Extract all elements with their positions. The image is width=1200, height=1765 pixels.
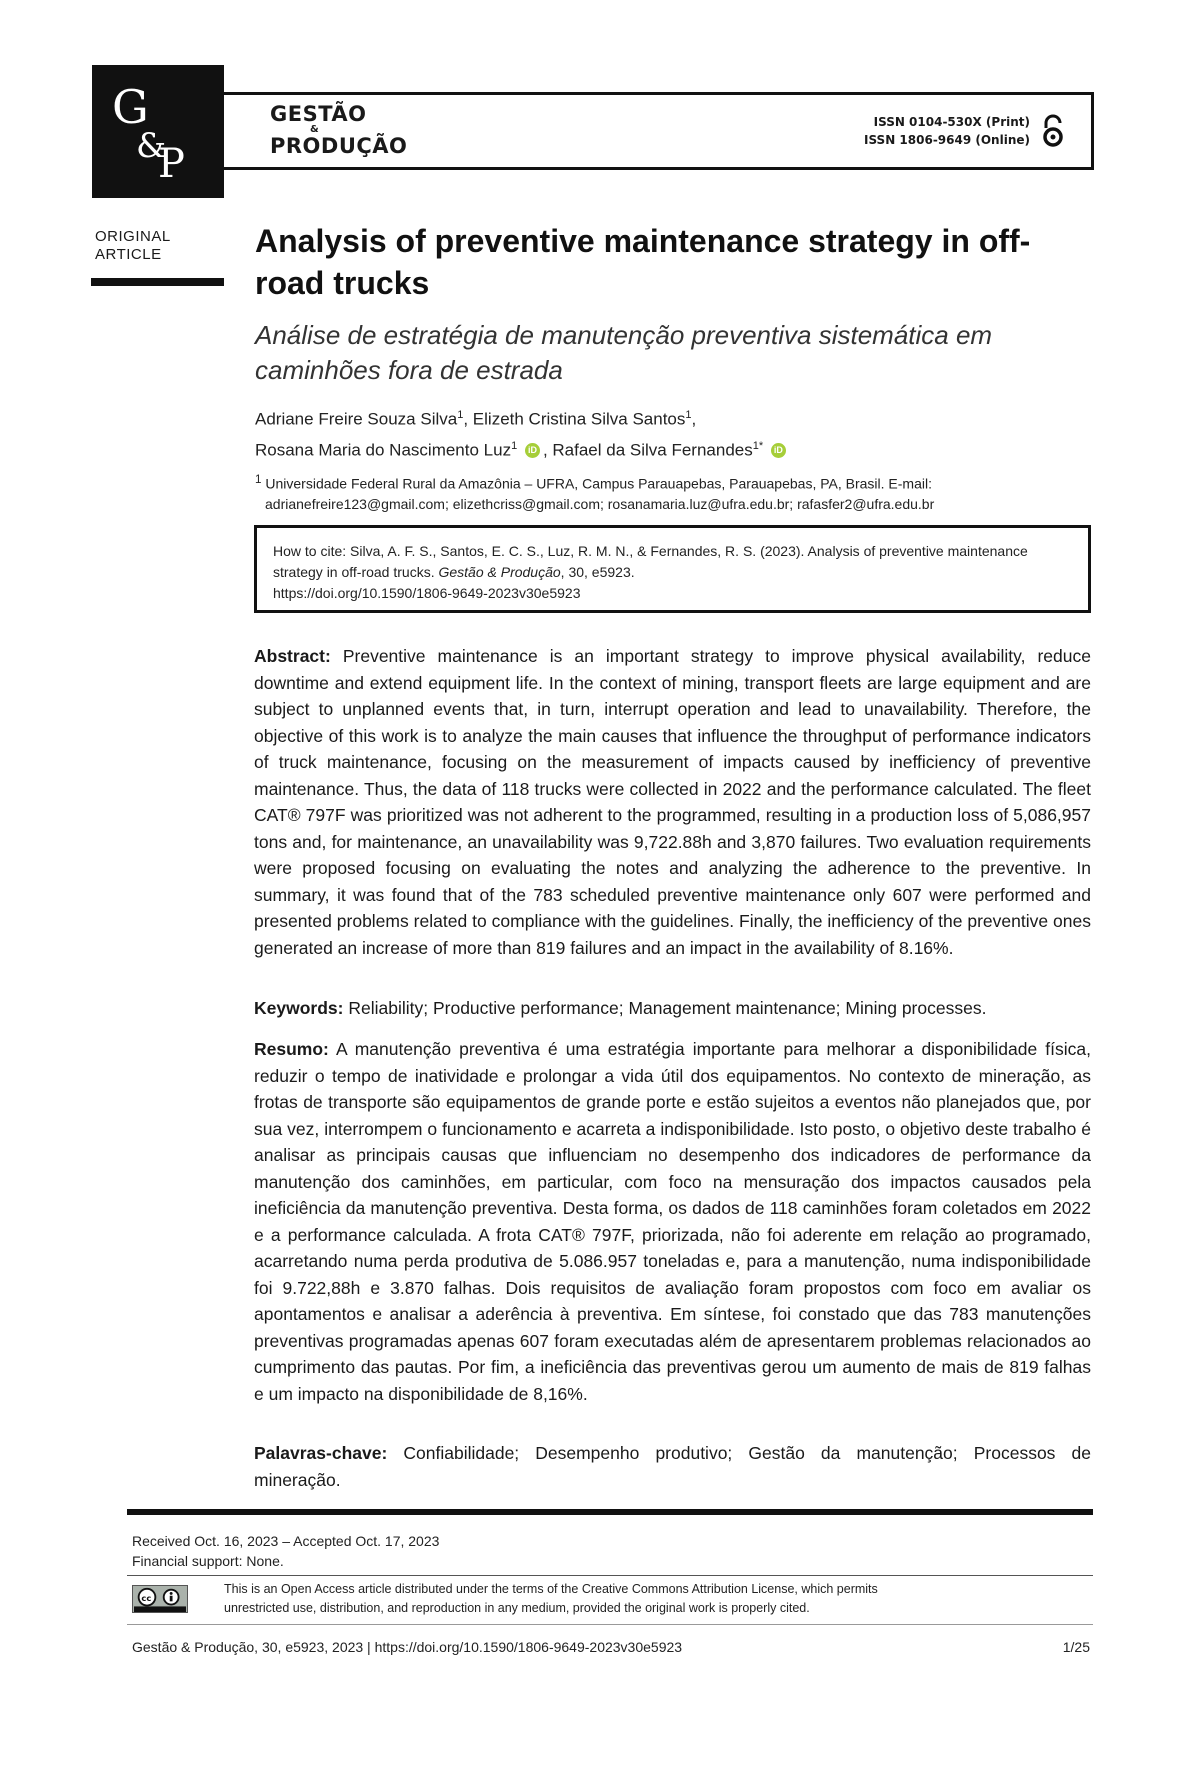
author-line-2: Rosana Maria do Nascimento Luz$^1$ iD , Rafael da Silva Fernandes$^{1*}$ iD bbox=[255, 433, 1075, 464]
citation-doi-link[interactable]: https://doi.org/10.1590/1806-9649-2023v30e5923 bbox=[273, 585, 581, 601]
resumo bbox=[254, 1036, 1091, 1407]
logo-icon bbox=[92, 65, 224, 198]
page-number: 1/25 bbox=[1062, 1639, 1090, 1655]
keywords-text: Reliability; Productive performance; Management maintenance; Mining processes. bbox=[348, 998, 987, 1018]
article-type-bar bbox=[91, 278, 224, 286]
citation-suffix: , 30, e5923. bbox=[560, 564, 635, 580]
how-to-cite-box bbox=[254, 525, 1091, 613]
logo-g: G bbox=[112, 80, 149, 134]
affiliation bbox=[255, 470, 1075, 514]
author-sup: 1 bbox=[511, 439, 518, 452]
citation-journal: Gestão & Produção bbox=[438, 564, 561, 580]
journal-logo bbox=[92, 65, 224, 198]
author-name: Rafael da Silva Fernandes bbox=[552, 440, 753, 460]
issn-print: ISSN 0104-530X (Print) bbox=[873, 115, 1030, 129]
abstract bbox=[254, 643, 1091, 961]
journal-name-line2: PRODUÇÃO bbox=[270, 134, 408, 158]
license-divider bbox=[127, 1575, 1093, 1576]
author-name: Adriane Freire Souza Silva bbox=[255, 409, 458, 429]
palavras-chave bbox=[254, 1440, 1091, 1493]
orcid-icon[interactable]: iD bbox=[525, 443, 540, 458]
abstract-label: Abstract: bbox=[254, 646, 331, 666]
journal-name-amp: & bbox=[310, 124, 320, 135]
author-sup: 1* bbox=[752, 439, 764, 452]
footer-divider bbox=[127, 1509, 1093, 1515]
orcid-icon[interactable]: iD bbox=[771, 443, 786, 458]
received-info bbox=[132, 1531, 439, 1571]
article-type-line1: ORIGINAL bbox=[95, 228, 171, 245]
page-footer-divider bbox=[127, 1624, 1093, 1625]
author-sup: 1 bbox=[685, 409, 692, 421]
financial-support: Financial support: None. bbox=[132, 1553, 284, 1569]
logo-p: P bbox=[158, 141, 185, 187]
journal-name-line1: GESTÃO bbox=[270, 102, 367, 126]
affiliation-emails: adrianefreire123@gmail.com; elizethcriss@gmail.com; rosanamaria.luz@ufra.edu.br; rafasfer2@ufra.edu.br bbox=[265, 495, 935, 512]
article-type-line2: ARTICLE bbox=[95, 246, 162, 263]
author-sup: 1 bbox=[457, 409, 464, 421]
open-access-icon bbox=[1040, 114, 1066, 148]
svg-text:cc: cc bbox=[141, 1592, 152, 1603]
keywords-label: Keywords: bbox=[254, 998, 344, 1018]
abstract-text: Preventive maintenance is an important strategy to improve physical availability, reduce downtime and extend equipment life. In the context of mining, transport fleets are large equipment and are subject to unplanned events that, in turn, interrupt operation and lead to unavailability. Therefore, the objective of this work is to analyze the main causes that influence the throughput of performance indicators of truck maintenance, focusing on the measurement of impacts caused by inefficiency of preventive maintenance. Thus, the data of 118 trucks were collected in 2022 and the performance calculated. The fleet CAT® 797F was prioritized was not adherent to the programmed, resulting in a production loss of 5,086,957 tons and, for maintenance, an unavailability was 9,722.88h and 3,870 failures. Two evaluation requirements were proposed focusing on evaluating the notes and analyzing the adherence to the preventive. In summary, it was found that of the 783 scheduled preventive maintenance only 607 were performed and presented problems related to compliance with the guidelines. Finally, the inefficiency of the preventive ones generated an increase of more than 819 failures and an impact in the availability of 8.16%. bbox=[254, 646, 1091, 958]
article-type bbox=[95, 228, 171, 264]
cc-by-license-icon[interactable] bbox=[132, 1585, 188, 1613]
issn-block bbox=[864, 113, 1030, 149]
resumo-text: A manutenção preventiva é uma estratégia importante para melhorar a disponibilidade física, reduzir o tempo de inatividade e prolongar a vida útil dos equipamentos. No contexto de mineração, as frotas de transporte são equipamentos de grande porte e estão sujeitos a eventos não planejados que, por sua vez, interrompem o funcionamento e acarreta a indisponibilidade. Isto posto, o objetivo deste trabalho é analisar as principais causas que influenciam no desempenho dos indicadores de performance da manutenção dos caminhões, em particular, com foco na mensuração dos impactos causados pela ineficiência da manutenção preventiva. Desta forma, os dados de 118 caminhões foram coletados em 2022 e a performance calculada. A frota CAT® 797F, priorizada, não foi aderente em relação ao programado, acarretando numa perda produtiva de 5.086.957 toneladas e, para a manutenção, numa indisponibilidade foi 9.722,88h e 3.870 falhas. Dois requisitos de avaliação foram propostos com foco em avaliar os apontamentos e analisar a aderência à preventiva. Em síntese, foi constado que das 783 manutenções preventivas programadas apenas 607 foram executadas além de apresentarem problemas relacionados ao cumprimento das pautas. Por fim, a ineficiência das preventivas gerou um aumento de mais de 819 falhas e um impacto na disponibilidade de 8,16%. bbox=[254, 1039, 1091, 1404]
affiliation-text: Universidade Federal Rural da Amazônia – UFRA, Campus Parauapebas, Parauapebas, PA, Brasil. E-mail: bbox=[265, 475, 932, 492]
keywords bbox=[254, 995, 1091, 1022]
received-dates: Received Oct. 16, 2023 – Accepted Oct. 17, 2023 bbox=[132, 1533, 440, 1549]
journal-name bbox=[270, 102, 407, 158]
issn-online: ISSN 1806-9649 (Online) bbox=[863, 133, 1030, 147]
palavras-chave-label: Palavras-chave: bbox=[254, 1443, 388, 1463]
article-title: Analysis of preventive maintenance strategy in off-road trucks bbox=[255, 223, 1031, 301]
palavras-chave-text: Confiabilidade; Desempenho produtivo; Gestão da manutenção; Processos de mineração. bbox=[254, 1443, 1091, 1490]
license-text bbox=[224, 1580, 1084, 1618]
citation-prefix: How to cite: Silva, A. F. S., Santos, E. C. S., Luz, R. M. N., & Fernandes, R. S. (2023). Analysis of preventive maintenance strategy in off-road trucks. bbox=[273, 543, 1028, 580]
logo-amp: & bbox=[136, 126, 167, 166]
author-name: Rosana Maria do Nascimento Luz bbox=[255, 440, 512, 460]
author-name: Elizeth Cristina Silva Santos bbox=[472, 409, 686, 429]
article-subtitle: Análise de estratégia de manutenção preventiva sistemática em caminhões fora de estrada bbox=[255, 320, 993, 385]
affiliation-sup: 1 bbox=[255, 473, 262, 486]
author-line-1: Adriane Freire Souza Silva$^1$, Elizeth Cristina Silva Santos$^1$, bbox=[255, 409, 697, 429]
author-list bbox=[255, 402, 1075, 463]
resumo-label: Resumo: bbox=[254, 1039, 329, 1059]
footer-citation: Gestão & Produção, 30, e5923, 2023 | https://doi.org/10.1590/1806-9649-2023v30e5923 bbox=[132, 1639, 683, 1655]
license-line-2: unrestricted use, distribution, and reproduction in any medium, provided the original work is properly cited. bbox=[224, 1601, 810, 1615]
license-line-1: This is an Open Access article distributed under the terms of the Creative Commons Attribution License, which permits bbox=[224, 1582, 878, 1596]
